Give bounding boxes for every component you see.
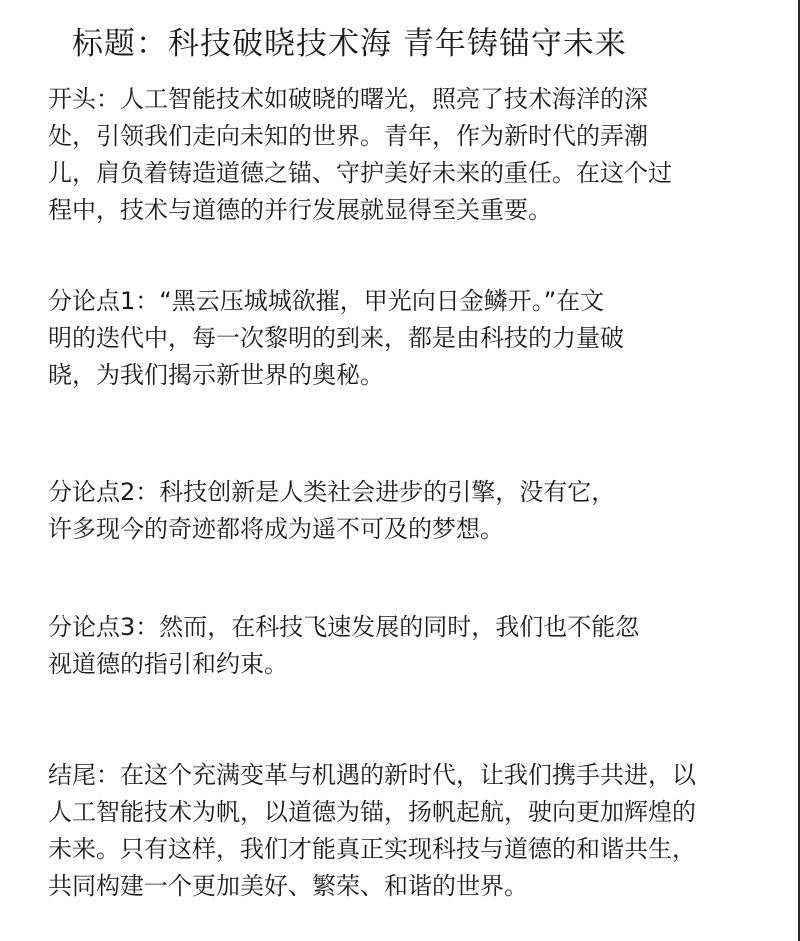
intro-line: 儿，肩负着铸造道德之锚、守护美好未来的重任。在这个过: [48, 159, 672, 187]
sub-argument-2-line: 许多现今的奇迹都将成为遥不可及的梦想。: [48, 515, 504, 543]
intro-line: 处，引领我们走向未知的世界。青年，作为新时代的弄潮: [48, 122, 648, 150]
conclusion-line: 共同构建一个更加美好、繁荣、和谐的世界。: [48, 872, 528, 900]
intro-line: 程中，技术与道德的并行发展就显得至关重要。: [48, 196, 552, 224]
conclusion-line: 人工智能技术为帆，以道德为锚，扬帆起航，驶向更加辉煌的: [48, 798, 696, 826]
intro-paragraph: [48, 81, 738, 229]
sub-argument-3-paragraph: [48, 609, 738, 683]
intro-line: 开头：人工智能技术如破晓的曙光，照亮了技术海洋的深: [48, 85, 648, 113]
sub-argument-1-line: 明的迭代中，每一次黎明的到来，都是由科技的力量破: [48, 324, 624, 352]
sub-argument-1-paragraph: [48, 283, 738, 394]
sub-argument-1-line: 晓，为我们揭示新世界的奥秘。: [48, 361, 384, 389]
sub-argument-3-line: 分论点3：然而，在科技飞速发展的同时，我们也不能忽: [48, 613, 640, 641]
sub-argument-2-line: 分论点2：科技创新是人类社会进步的引擎，没有它，: [48, 478, 616, 506]
essay-title: 标题：科技破晓技术海 青年铸锚守未来: [72, 26, 627, 62]
conclusion-paragraph: [48, 757, 738, 905]
sub-argument-1-line: 分论点1：“黑云压城城欲摧，甲光向日金鳞开。”在文: [48, 287, 605, 315]
sub-argument-3-line: 视道德的指引和约束。: [48, 650, 288, 678]
sub-argument-2-paragraph: [48, 474, 738, 548]
conclusion-line: 结尾：在这个充满变革与机遇的新时代，让我们携手共进，以: [48, 761, 696, 789]
conclusion-line: 未来。只有这样，我们才能真正实现科技与道德的和谐共生，: [48, 835, 696, 863]
